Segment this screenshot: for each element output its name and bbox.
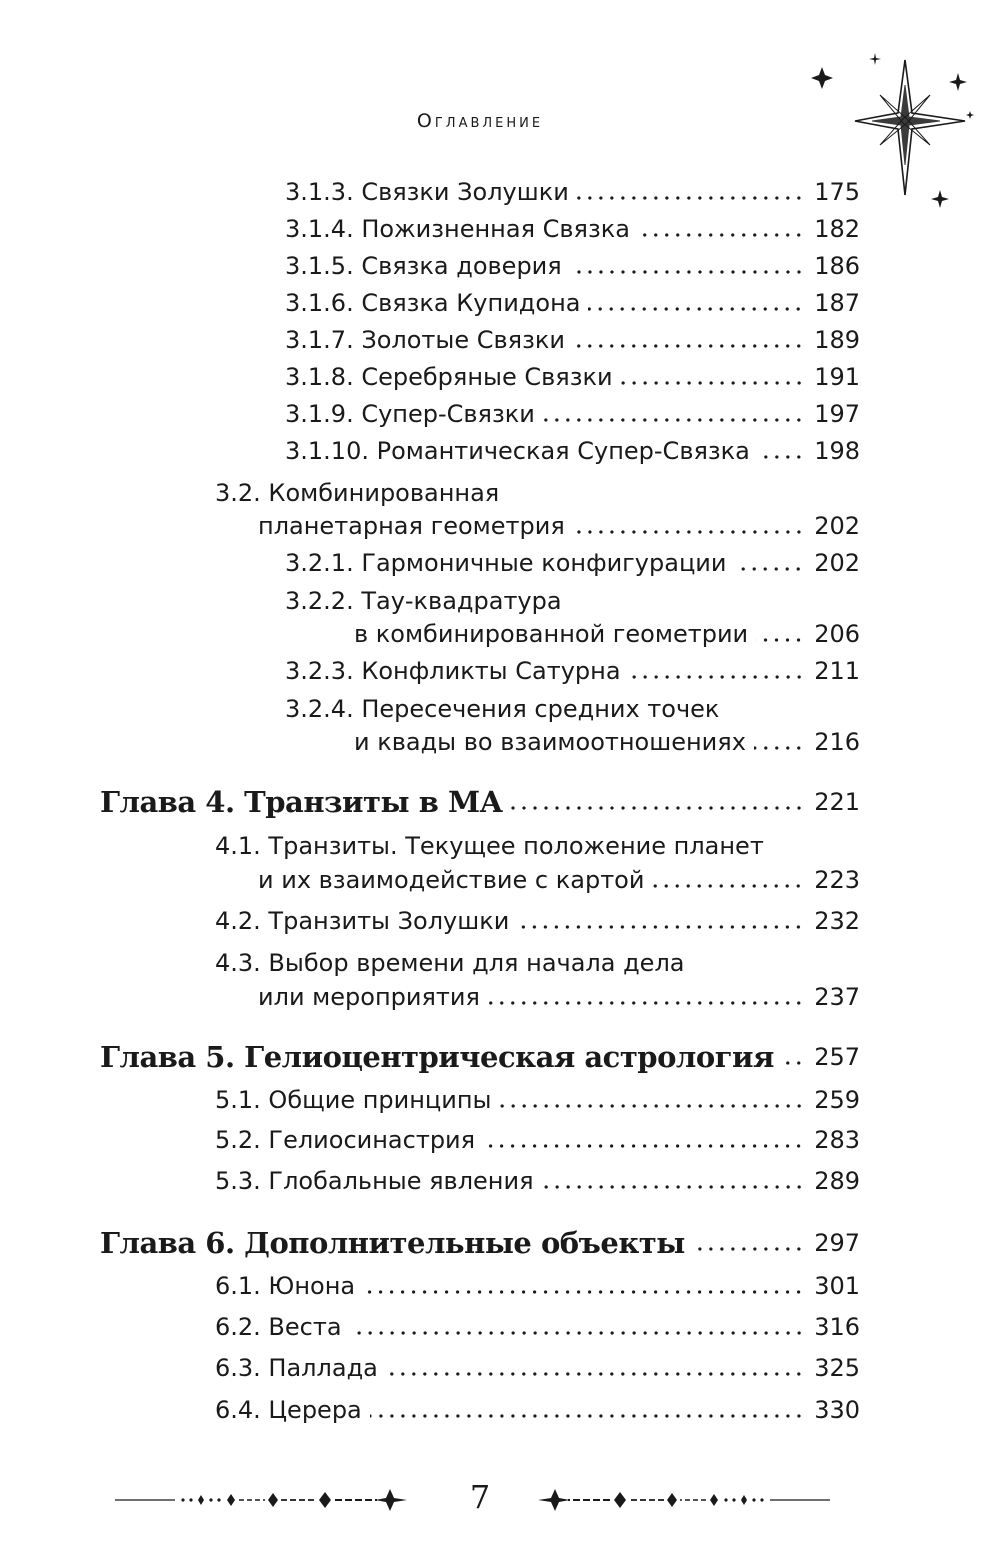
- toc-entry-title-line1: 3.2.4. Пересечения средних точек: [285, 695, 720, 723]
- toc-entry-page: 289: [814, 1167, 860, 1195]
- toc-entry-page: 259: [814, 1086, 860, 1114]
- toc-entry[interactable]: [258, 977, 860, 1017]
- toc-entry[interactable]: [354, 722, 860, 762]
- toc-entry-title: 5.1. Общие принципы: [215, 1086, 492, 1114]
- toc-entry-title-line2: или мероприятия: [258, 983, 480, 1011]
- toc-entry[interactable]: [285, 283, 860, 323]
- toc-entry-title: 4.2. Транзиты Золушки: [215, 907, 510, 935]
- toc-entry-page: 206: [814, 620, 860, 648]
- toc-entry-title: 3.1.4. Пожизненная Связка: [285, 215, 630, 243]
- toc-entry-page: 182: [814, 215, 860, 243]
- toc-entry-title-line1: 3.2.2. Тау-квадратура: [285, 587, 562, 615]
- toc-entry-title: 3.1.6. Связка Купидона: [285, 289, 581, 317]
- toc-chapter[interactable]: [100, 1223, 860, 1263]
- dot-leader: [573, 526, 804, 538]
- toc-entry-page: 191: [814, 363, 860, 391]
- toc-chapter-page: 257: [814, 1043, 860, 1071]
- toc-entry-title-line2: и их взаимодействие с картой: [258, 866, 645, 894]
- toc-chapter-page: 221: [814, 788, 860, 816]
- toc-entry[interactable]: [215, 901, 860, 941]
- toc-entry[interactable]: [354, 614, 860, 654]
- toc-entry-page: 187: [814, 289, 860, 317]
- toc-entry-title: 6.2. Веста: [215, 1313, 342, 1341]
- toc-chapter[interactable]: [100, 1037, 860, 1077]
- toc-entry[interactable]: [285, 246, 860, 286]
- toc-entry-title-line2: в комбинированной геометрии: [354, 620, 749, 648]
- dot-leader: [543, 414, 804, 426]
- toc-entry-title: 3.1.8. Серебряные Связки: [285, 363, 613, 391]
- toc-entry-title: 3.1.9. Супер-Связки: [285, 400, 535, 428]
- dot-leader: [588, 303, 804, 315]
- toc-entry-page: 316: [814, 1313, 860, 1341]
- ornament-right-icon: [530, 1486, 830, 1514]
- toc-entry-title: 6.1. Юнона: [215, 1272, 356, 1300]
- toc-entry[interactable]: [258, 860, 860, 900]
- page-header-title: Оглавление: [416, 110, 544, 132]
- toc-entry-title: 5.2. Гелиосинастрия: [215, 1126, 476, 1154]
- dot-leader: [370, 1410, 804, 1422]
- dot-leader: [350, 1327, 805, 1339]
- toc-entry-page: 198: [814, 437, 860, 465]
- dot-leader: [754, 742, 804, 754]
- toc-entry-title: 3.2.3. Конфликты Сатурна: [285, 657, 621, 685]
- dot-leader: [570, 266, 804, 278]
- toc-entry-title: 3.1.5. Связка доверия: [285, 252, 562, 280]
- toc-chapter-title: Глава 6. Дополнительные объекты: [100, 1226, 685, 1260]
- toc-entry-page: 232: [814, 907, 860, 935]
- toc-entry-page: 186: [814, 252, 860, 280]
- toc-entry[interactable]: [215, 1120, 860, 1160]
- toc-entry[interactable]: [215, 1390, 860, 1430]
- dot-leader: [756, 634, 804, 646]
- toc-entry[interactable]: [285, 651, 860, 691]
- toc-entry-page: 301: [814, 1272, 860, 1300]
- toc-entry-page: 202: [814, 512, 860, 540]
- toc-chapter[interactable]: [100, 782, 860, 822]
- toc-entry[interactable]: [215, 1348, 860, 1388]
- toc-entry-title: 3.1.10. Романтическая Супер-Связка: [285, 437, 750, 465]
- dot-leader: [758, 451, 804, 463]
- toc-entry-title-line1: 3.2. Комбинированная: [215, 479, 500, 507]
- dot-leader: [638, 229, 804, 241]
- toc-entry[interactable]: [258, 506, 860, 546]
- toc-entry[interactable]: [285, 431, 860, 471]
- toc-entry-title: 3.1.7. Золотые Связки: [285, 326, 565, 354]
- toc-entry-page: 223: [814, 866, 860, 894]
- toc-chapter-page: 297: [814, 1229, 860, 1257]
- dot-leader: [621, 377, 805, 389]
- toc-entry-page: 197: [814, 400, 860, 428]
- toc-entry-title-line2: и квады во взаимоотношениях: [354, 728, 746, 756]
- page-footer: [0, 1478, 1000, 1528]
- toc-entry-page: 202: [814, 549, 860, 577]
- dot-leader: [629, 671, 805, 683]
- dot-leader: [483, 1140, 804, 1152]
- dot-leader: [488, 997, 804, 1009]
- toc-entry[interactable]: [285, 394, 860, 434]
- toc-entry[interactable]: [285, 172, 860, 212]
- toc-chapter-title: Глава 5. Гелиоцентрическая астрология: [100, 1040, 774, 1074]
- page-number: 7: [469, 1478, 491, 1516]
- toc-entry[interactable]: [215, 1266, 860, 1306]
- dot-leader: [573, 340, 804, 352]
- dot-leader: [542, 1181, 805, 1193]
- dot-leader: [517, 921, 804, 933]
- toc-entry-title: 5.3. Глобальные явления: [215, 1167, 534, 1195]
- toc-entry-page: 237: [814, 983, 860, 1011]
- toc-entry-page: 330: [814, 1396, 860, 1424]
- toc-entry[interactable]: [285, 357, 860, 397]
- toc-entry[interactable]: [285, 209, 860, 249]
- toc-entry-title: 3.2.1. Гармоничные конфигурации: [285, 549, 727, 577]
- ornament-left-icon: [115, 1486, 415, 1514]
- dot-leader: [363, 1286, 804, 1298]
- toc-entry-title-line2: планетарная геометрия: [258, 512, 565, 540]
- toc-entry-title-line1: 4.3. Выбор времени для начала дела: [215, 949, 685, 977]
- dot-leader: [500, 1100, 805, 1112]
- toc-entry-title: 3.1.3. Связки Золушки: [285, 178, 569, 206]
- toc-entry[interactable]: [215, 1161, 860, 1201]
- toc-entry[interactable]: [285, 320, 860, 360]
- toc-entry[interactable]: [215, 1307, 860, 1347]
- toc-entry[interactable]: [215, 1080, 860, 1120]
- toc-entry-title: 6.3. Паллада: [215, 1354, 378, 1382]
- dot-leader: [693, 1243, 804, 1255]
- toc-entry-page: 325: [814, 1354, 860, 1382]
- dot-leader: [577, 192, 804, 204]
- toc-entry-title: 6.4. Церера: [215, 1396, 362, 1424]
- toc-entry-page: 216: [814, 728, 860, 756]
- toc-chapter-title: Глава 4. Транзиты в МА: [100, 785, 503, 819]
- toc-entry-page: 211: [814, 657, 860, 685]
- toc-entry-page: 189: [814, 326, 860, 354]
- dot-leader: [386, 1368, 804, 1380]
- toc-entry-page: 175: [814, 178, 860, 206]
- dot-leader: [511, 802, 805, 814]
- dot-leader: [734, 563, 804, 575]
- dot-leader: [652, 880, 804, 892]
- toc-entry-page: 283: [814, 1126, 860, 1154]
- dot-leader: [782, 1057, 804, 1069]
- toc-entry-title-line1: 4.1. Транзиты. Текущее положение планет: [215, 832, 764, 860]
- toc-entry[interactable]: [285, 543, 860, 583]
